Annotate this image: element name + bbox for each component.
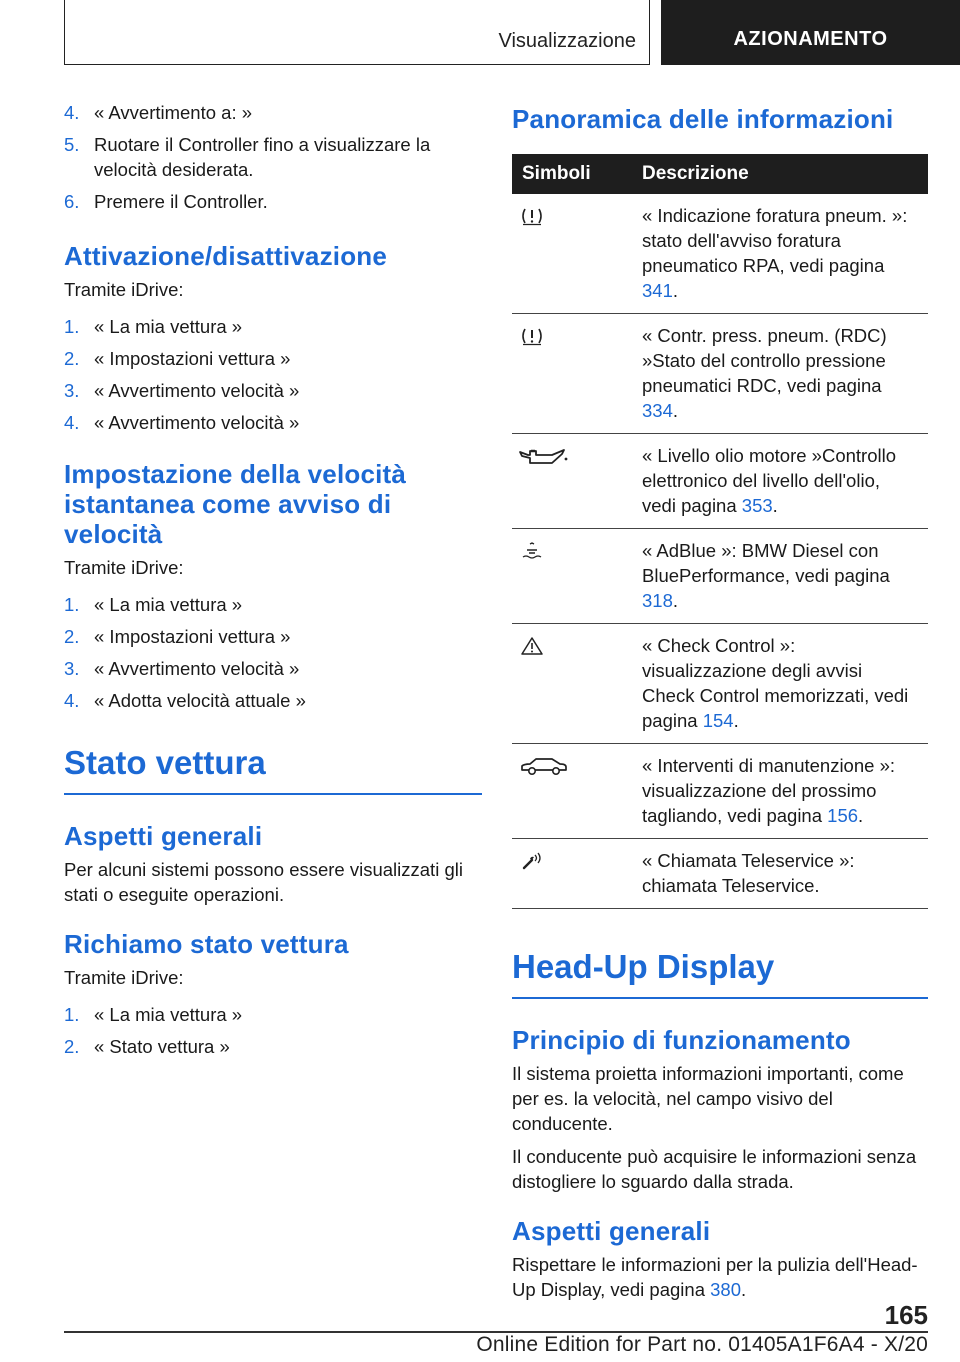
column-header-description: Descrizione bbox=[632, 154, 928, 194]
page-link[interactable]: 318 bbox=[642, 590, 673, 611]
hud-general-text bbox=[512, 1252, 928, 1302]
header-chapter-tab: AZIONAMENTO bbox=[661, 0, 960, 65]
description-text: « Interventi di manutenzione »: visualizzazione del prossimo tagliando, vedi pagina bbox=[642, 755, 895, 826]
step-text: « La mia vettura » bbox=[94, 594, 243, 615]
principle-text-2: Il conducente può acquisire le informazioni senza distogliere lo sguardo dalla strada. bbox=[512, 1146, 917, 1192]
page-header bbox=[0, 0, 960, 66]
description-tail: . bbox=[858, 805, 864, 826]
recall-heading: Richiamo stato vettura bbox=[64, 929, 349, 959]
description-cell bbox=[632, 839, 928, 909]
description-text: « Indicazione foratura pneum. »: stato dell'avviso foratura pneumatico RPA, vedi pagina bbox=[642, 205, 908, 276]
symbol-cell bbox=[512, 839, 632, 909]
description-text: « AdBlue »: BMW Diesel con BluePerformance, vedi pagina bbox=[642, 540, 890, 586]
step-text: « La mia vettura » bbox=[94, 316, 243, 337]
page-link[interactable]: 156 bbox=[827, 805, 859, 826]
list-item bbox=[64, 346, 482, 371]
oil-can-icon bbox=[518, 446, 570, 466]
step-number: 2. bbox=[64, 1036, 80, 1057]
header-section-title: Visualizzazione bbox=[498, 30, 636, 52]
step-number: 1. bbox=[64, 316, 80, 337]
description-text: « Chiamata Teleservice »: chiamata Teleservice. bbox=[642, 850, 855, 896]
step-text: « Adotta velocità attuale » bbox=[94, 690, 306, 711]
step-number: 4. bbox=[64, 412, 80, 433]
table-row bbox=[512, 314, 928, 434]
warning-triangle-icon bbox=[518, 636, 546, 656]
page-link[interactable]: 353 bbox=[741, 495, 773, 516]
car-service-icon bbox=[518, 756, 570, 776]
symbol-cell bbox=[512, 744, 632, 839]
table-row bbox=[512, 839, 928, 909]
step-number: 2. bbox=[64, 348, 80, 369]
page-link[interactable]: 380 bbox=[710, 1279, 742, 1300]
adblue-icon bbox=[518, 541, 546, 561]
tire-pressure-warning-icon bbox=[518, 326, 546, 346]
table-row bbox=[512, 194, 928, 314]
step-number: 4. bbox=[64, 102, 80, 123]
list-item bbox=[64, 688, 482, 713]
description-tail: . bbox=[672, 400, 679, 421]
list-item bbox=[64, 378, 482, 403]
recall-intro: Tramite iDrive: bbox=[64, 967, 184, 988]
step-number: 3. bbox=[64, 658, 80, 679]
description-text: « Check Control »: visualizzazione degli avvisi Check Control memorizzati, vedi pagina bbox=[642, 635, 909, 731]
table-header-row bbox=[512, 154, 928, 194]
description-tail: . bbox=[733, 710, 739, 731]
activation-steps bbox=[64, 314, 482, 435]
teleservice-wrench-icon bbox=[518, 851, 546, 871]
step-number: 4. bbox=[64, 690, 80, 711]
list-item bbox=[64, 132, 482, 182]
list-item bbox=[64, 100, 482, 125]
step-number: 5. bbox=[64, 134, 80, 155]
step-text: « Impostazioni vettura » bbox=[94, 626, 291, 647]
table-row bbox=[512, 434, 928, 529]
step-number: 6. bbox=[64, 191, 80, 212]
activation-intro: Tramite iDrive: bbox=[64, 279, 184, 300]
step-text: « Impostazioni vettura » bbox=[94, 348, 291, 369]
speed-set-heading: Impostazione della velocità istantanea come avviso di velocità bbox=[64, 459, 407, 549]
list-item bbox=[64, 189, 482, 214]
description-cell bbox=[632, 529, 928, 624]
list-item bbox=[64, 592, 482, 617]
overview-heading: Panoramica delle informazioni bbox=[512, 104, 894, 134]
hud-heading: Head-Up Display bbox=[512, 947, 928, 999]
description-cell bbox=[632, 194, 928, 314]
table-row bbox=[512, 624, 928, 744]
vehicle-status-heading: Stato vettura bbox=[64, 743, 482, 795]
list-item bbox=[64, 1002, 482, 1027]
step-number: 2. bbox=[64, 626, 80, 647]
description-tail: . bbox=[672, 280, 679, 301]
hud-general-body: Rispettare le informazioni per la pulizia dell'Head-Up Display, vedi pagina bbox=[512, 1254, 918, 1300]
general-text: Per alcuni sistemi possono essere visualizzati gli stati o eseguite operazioni. bbox=[64, 859, 463, 905]
step-text: « Avvertimento velocità » bbox=[94, 658, 300, 679]
general-heading: Aspetti generali bbox=[64, 821, 263, 851]
recall-steps bbox=[64, 1002, 482, 1059]
speed-set-intro: Tramite iDrive: bbox=[64, 557, 184, 578]
symbol-cell bbox=[512, 194, 632, 314]
step-text: « Avvertimento velocità » bbox=[94, 380, 300, 401]
page-link[interactable]: 154 bbox=[702, 710, 734, 731]
step-text: « Stato vettura » bbox=[94, 1036, 230, 1057]
principle-heading: Principio di funzionamento bbox=[512, 1025, 851, 1055]
list-item bbox=[64, 314, 482, 339]
symbol-cell bbox=[512, 314, 632, 434]
list-item bbox=[64, 1034, 482, 1059]
description-cell bbox=[632, 744, 928, 839]
list-item bbox=[64, 410, 482, 435]
description-tail: . bbox=[672, 590, 679, 611]
description-cell bbox=[632, 314, 928, 434]
right-column bbox=[512, 100, 928, 1302]
step-text: Premere il Controller. bbox=[94, 191, 268, 212]
symbol-cell bbox=[512, 434, 632, 529]
page-link[interactable]: 334 bbox=[642, 400, 673, 421]
info-symbols-table bbox=[512, 154, 928, 909]
list-item bbox=[64, 656, 482, 681]
table-row bbox=[512, 744, 928, 839]
step-number: 1. bbox=[64, 594, 80, 615]
principle-text-1: Il sistema proietta informazioni importanti, come per es. la velocità, nel campo visivo del conducente. bbox=[512, 1063, 904, 1134]
left-column bbox=[64, 100, 482, 1066]
step-text: « Avvertimento velocità » bbox=[94, 412, 300, 433]
description-cell bbox=[632, 434, 928, 529]
symbol-cell bbox=[512, 624, 632, 744]
table-row bbox=[512, 529, 928, 624]
step-text: Ruotare il Controller fino a visualizzare la velocità desiderata. bbox=[94, 134, 431, 180]
description-text: « Contr. press. pneum. (RDC) »Stato del controllo pressione pneumatici RDC, vedi pagina bbox=[642, 325, 887, 396]
page-number: 165 bbox=[884, 1300, 928, 1330]
hud-general-heading: Aspetti generali bbox=[512, 1216, 711, 1246]
description-cell bbox=[632, 624, 928, 744]
tire-pressure-warning-icon bbox=[518, 206, 546, 226]
description-tail: . bbox=[772, 495, 778, 516]
activation-heading: Attivazione/disattivazione bbox=[64, 241, 388, 271]
column-header-symbols: Simboli bbox=[512, 154, 632, 194]
step-text: « La mia vettura » bbox=[94, 1004, 243, 1025]
speed-set-steps bbox=[64, 592, 482, 713]
step-text: « Avvertimento a: » bbox=[94, 102, 253, 123]
symbol-cell bbox=[512, 529, 632, 624]
hud-general-tail: . bbox=[741, 1279, 747, 1300]
description-text: « Livello olio motore »Controllo elettronico del livello dell'olio, vedi pagina bbox=[642, 445, 896, 516]
steps-top bbox=[64, 100, 482, 214]
step-number: 1. bbox=[64, 1004, 80, 1025]
footer-edition: Online Edition for Part no. 01405A1F6A4 - X/20 bbox=[476, 1333, 928, 1356]
step-number: 3. bbox=[64, 380, 80, 401]
list-item bbox=[64, 624, 482, 649]
page-link[interactable]: 341 bbox=[642, 280, 673, 301]
